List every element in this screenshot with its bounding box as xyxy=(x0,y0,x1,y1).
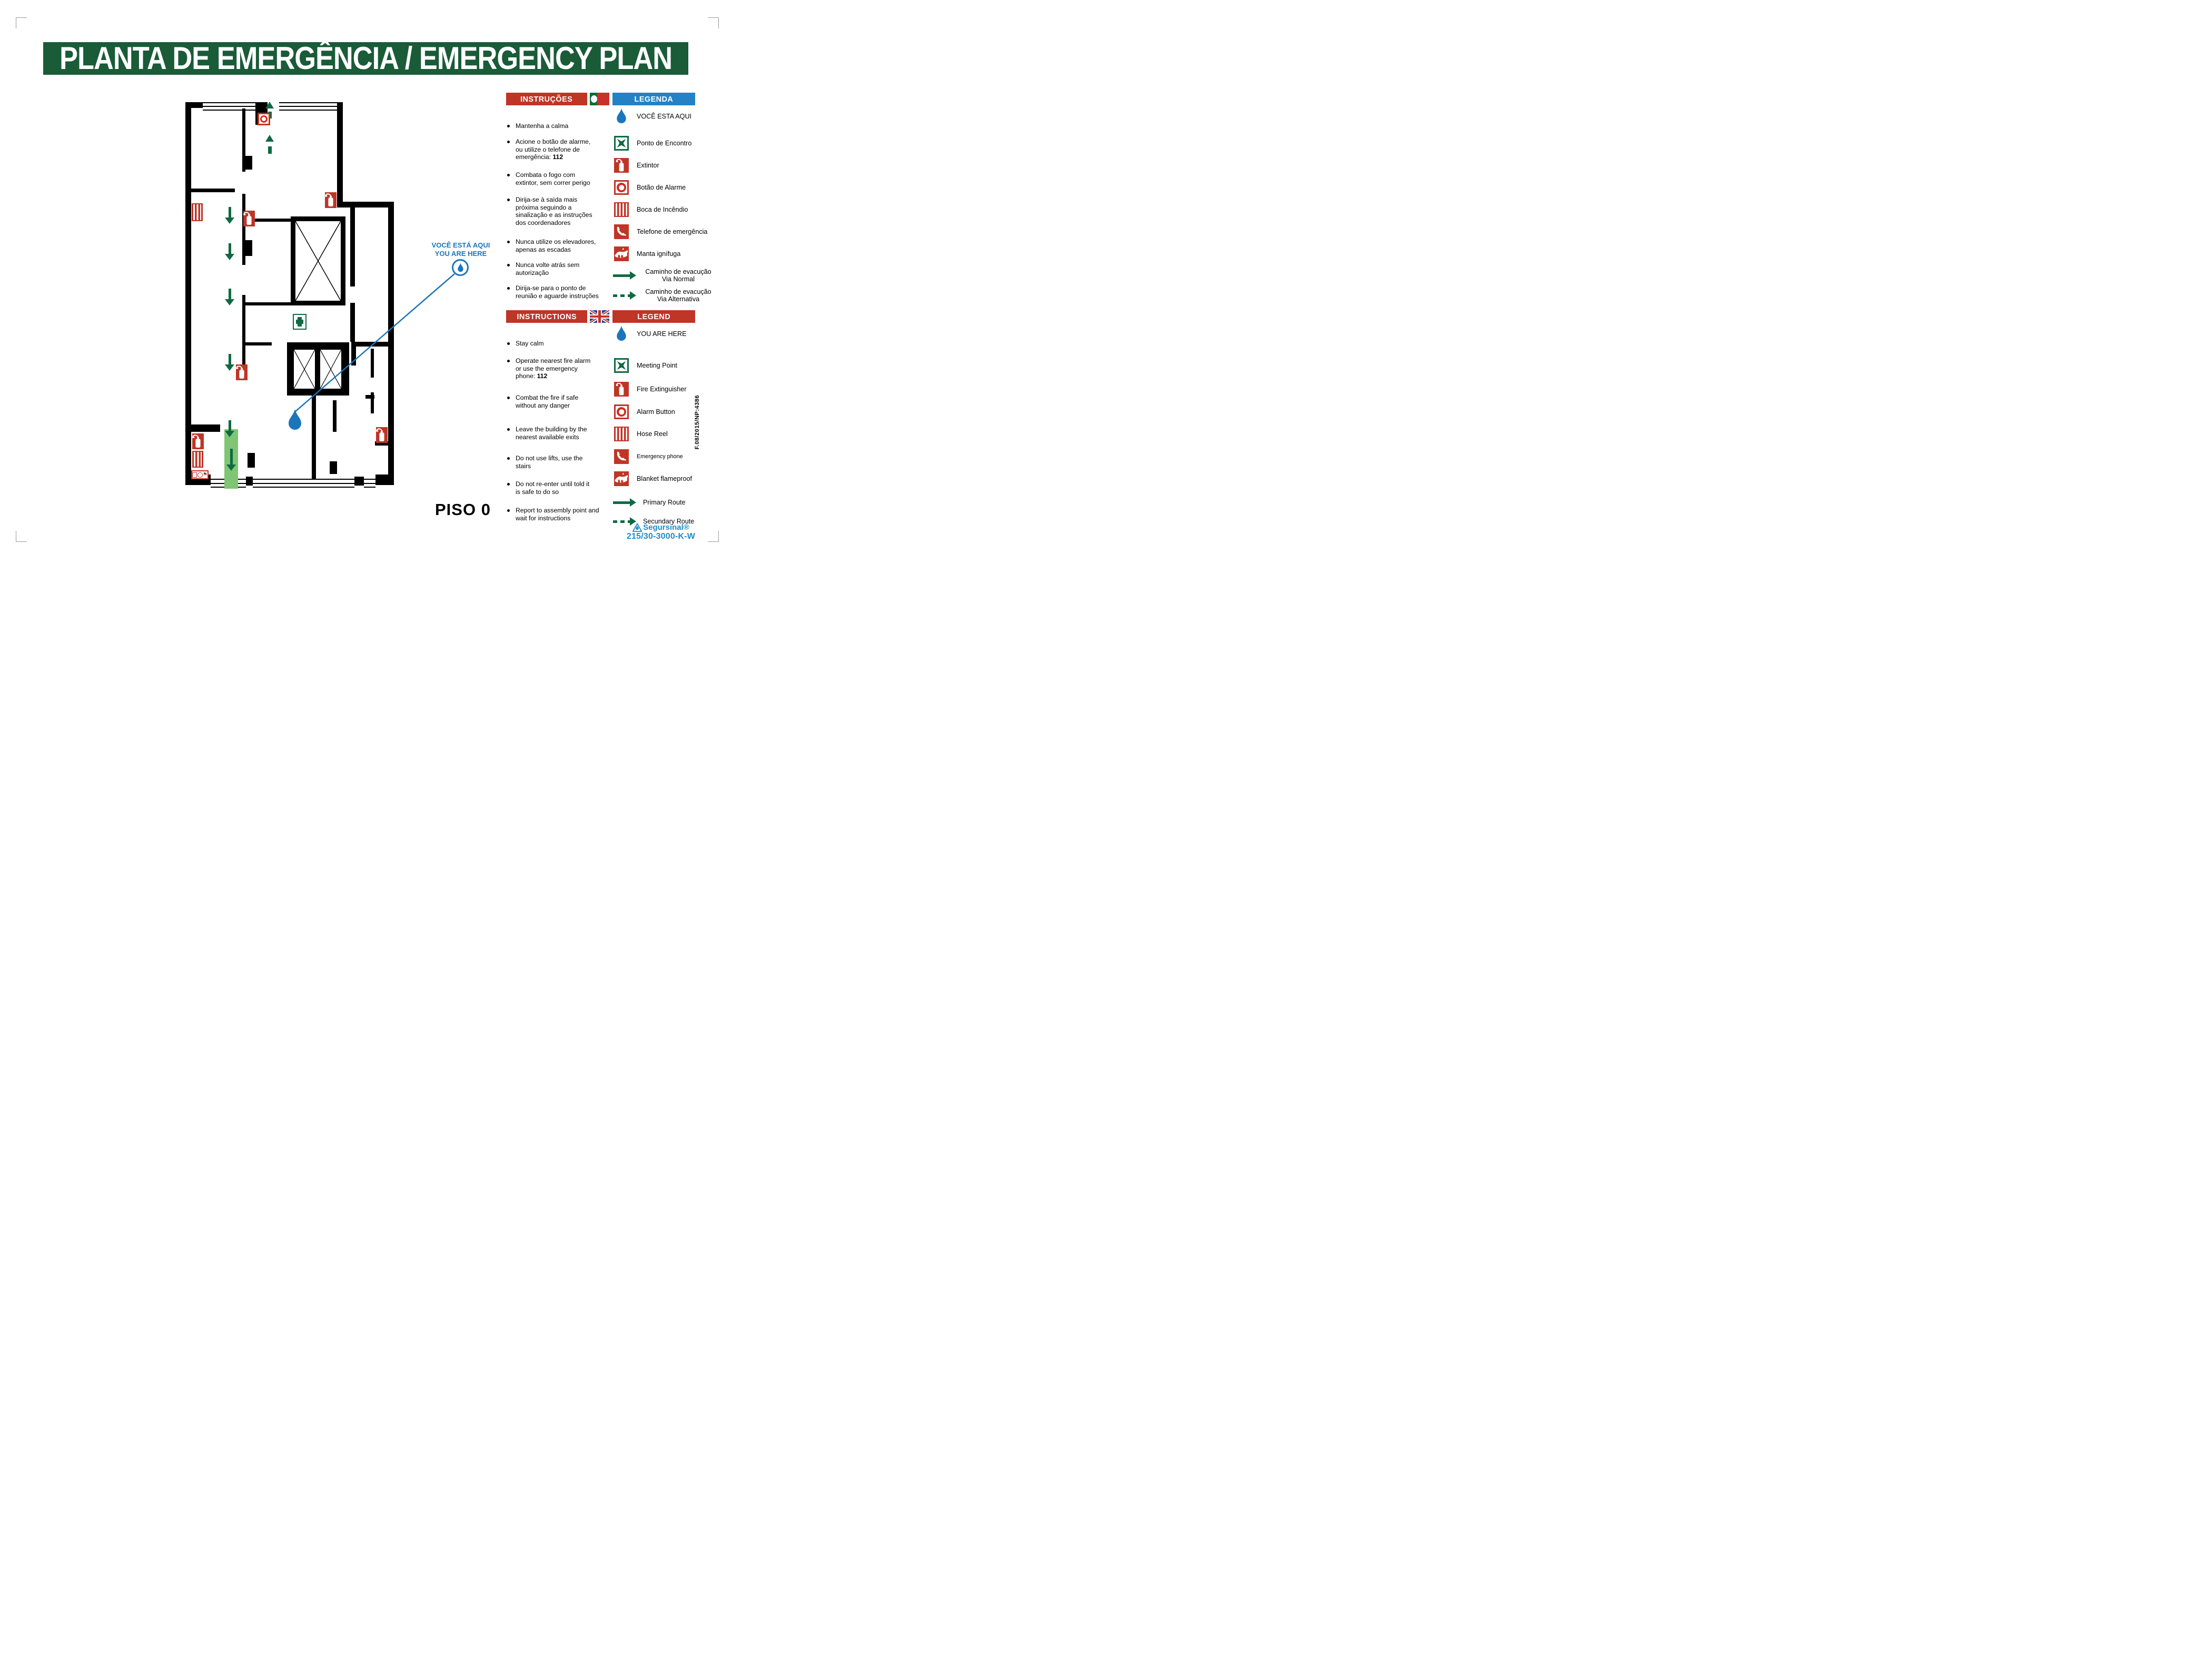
meeting-point-icon xyxy=(612,136,630,151)
alarm-button-icon xyxy=(612,180,630,195)
window-segment xyxy=(279,102,337,111)
door-leaf xyxy=(245,156,252,170)
first-aid-icon xyxy=(293,314,306,330)
fire-extinguisher-icon xyxy=(612,382,630,397)
wall-segment xyxy=(375,475,394,485)
legend-row: Telefone de emergência xyxy=(612,223,707,240)
alarm-button-icon xyxy=(258,113,270,125)
legend-row: VOCÊ ESTA AQUI xyxy=(612,107,691,126)
legend-row: Secundary Route xyxy=(612,515,694,528)
instruction-item: Report to assembly point and wait for instructions xyxy=(516,507,616,522)
drop-icon xyxy=(457,263,464,273)
fire-extinguisher-icon xyxy=(243,211,255,226)
page-title: PLANTA DE EMERGÊNCIA / EMERGENCY PLAN xyxy=(59,41,673,76)
door-leaf xyxy=(330,461,337,474)
emergency-phone-icon xyxy=(612,449,630,464)
legend-row: Primary Route xyxy=(612,496,685,509)
crop-mark xyxy=(16,531,27,542)
fire-extinguisher-icon xyxy=(612,158,630,173)
secondary-route-dash xyxy=(268,146,272,154)
wall-segment xyxy=(337,102,343,207)
legend-row: Blanket flameproof xyxy=(612,470,692,487)
fire-extinguisher-icon xyxy=(236,364,248,380)
bullet-dot xyxy=(507,342,510,345)
bullet-dot xyxy=(507,199,510,201)
primary-route-arrow-icon xyxy=(612,498,637,507)
bullet-dot xyxy=(507,428,510,431)
wall-segment xyxy=(312,396,316,479)
alarm-button-icon xyxy=(612,404,630,419)
legend-row: Emergency phone xyxy=(612,448,683,465)
lift-x-icon xyxy=(320,350,341,389)
instruction-item: Nunca utilize os elevadores, apenas as escadas xyxy=(516,238,616,253)
wall-segment xyxy=(185,102,203,108)
secondary-route-arrow xyxy=(265,102,274,108)
primary-route-arrow xyxy=(225,354,234,371)
wall-segment xyxy=(337,202,394,207)
primary-route-arrow-icon xyxy=(612,271,637,280)
lift-x-icon xyxy=(294,350,315,389)
legend-row: Botão de Alarme xyxy=(612,179,686,196)
en-legend-header: LEGEND xyxy=(612,310,695,323)
bullet-dot xyxy=(507,457,510,460)
primary-route-arrow xyxy=(225,289,234,305)
bullet-dot xyxy=(507,125,510,127)
legend-row: Fire Extinguisher xyxy=(612,381,687,398)
stairwell-box xyxy=(291,216,345,305)
instruction-item: Dirija-se para o ponto de reunião e aguarde instruções xyxy=(516,284,616,300)
hose-reel-icon xyxy=(612,202,630,217)
bullet-dot xyxy=(507,397,510,399)
hose-reel-icon xyxy=(612,427,630,441)
bullet-dot xyxy=(507,483,510,486)
signal-panel-icon: ⚑ xyxy=(191,470,209,479)
fire-extinguisher-icon xyxy=(376,427,388,443)
wall-segment xyxy=(242,295,245,374)
legend-row: Boca de Incêndio xyxy=(612,201,688,218)
legend-row: Hose Reel xyxy=(612,426,668,442)
door-leaf xyxy=(245,240,252,256)
title-banner xyxy=(43,42,688,75)
pt-instructions-header: INSTRUÇÕES xyxy=(506,93,587,105)
bullet-dot xyxy=(507,509,510,512)
window-segment xyxy=(364,479,375,488)
legend-row: Meeting Point xyxy=(612,357,677,374)
instruction-item: Combata o fogo com extintor, sem correr perigo xyxy=(516,171,616,186)
emergency-plan-poster xyxy=(0,0,735,560)
wall-segment xyxy=(246,477,253,486)
legend-row: YOU ARE HERE xyxy=(612,324,686,343)
primary-route-arrow xyxy=(225,243,234,260)
instruction-item: Nunca volte atrás sem autorização xyxy=(516,261,616,276)
legend-row: Caminho de evacução Via Normal xyxy=(612,267,718,284)
en-instructions-header: INSTRUCTIONS xyxy=(506,310,587,323)
wall-segment xyxy=(351,342,394,347)
form-code: F.08/2015/NP:4386 xyxy=(694,395,700,450)
legend-row: Ponto de Encontro xyxy=(612,135,691,152)
wall-segment xyxy=(185,102,191,485)
instruction-item: Stay calm xyxy=(516,340,616,348)
fire-extinguisher-icon xyxy=(192,433,204,449)
pt-legend-header: LEGENDA xyxy=(612,93,695,105)
bullet-dot xyxy=(507,264,510,266)
instruction-item: Do not use lifts, use the stairs xyxy=(516,454,616,470)
hose-reel-icon xyxy=(192,451,203,468)
lift-box xyxy=(319,349,342,390)
instruction-item: Dirija-se à saìda mais próxima seguindo a sinalização e as instruções dos coordenadores xyxy=(516,196,616,226)
crop-mark xyxy=(708,17,719,28)
crop-mark xyxy=(708,531,719,542)
you-are-here-drop-icon xyxy=(612,325,630,342)
exit-strip-arrow xyxy=(226,449,236,471)
window-segment xyxy=(238,479,246,488)
wall-segment xyxy=(371,349,374,378)
brand-name: Segursinal® xyxy=(643,523,689,532)
hose-reel-icon xyxy=(192,203,203,221)
bullet-dot xyxy=(507,287,510,290)
instruction-item: Do not re-enter until told it is safe to do so xyxy=(516,480,616,496)
callout-line-en: YOU ARE HERE xyxy=(434,250,487,258)
wall-segment xyxy=(245,302,291,305)
wall-segment xyxy=(350,303,355,342)
fire-extinguisher-icon xyxy=(325,192,337,208)
wall-segment xyxy=(333,400,337,432)
door-leaf xyxy=(248,453,255,468)
window-segment xyxy=(253,479,354,488)
instruction-item: Mantenha a calma xyxy=(516,122,616,130)
wall-segment xyxy=(191,189,235,192)
legend-row: Caminho de evacução Via Alternativa xyxy=(612,287,718,304)
bullet-dot xyxy=(507,174,510,176)
legend-row: Manta ignífuga xyxy=(612,245,680,262)
brand-block xyxy=(621,523,700,541)
wall-segment xyxy=(351,347,356,365)
lift-box xyxy=(293,349,316,390)
segursinal-logo-icon xyxy=(632,523,642,532)
portugal-flag-icon xyxy=(590,93,609,105)
primary-route-arrow xyxy=(225,420,234,437)
you-are-here-marker xyxy=(452,259,469,276)
wall-segment xyxy=(350,207,355,286)
crop-mark xyxy=(16,17,27,28)
wall-segment xyxy=(191,424,220,432)
wall-segment xyxy=(245,342,272,345)
wall-segment xyxy=(354,477,364,486)
secondary-route-arrow-icon xyxy=(612,291,637,300)
window-segment xyxy=(211,479,224,488)
stairwell-x-icon xyxy=(295,221,341,301)
instruction-item: Acione o botão de alarme, ou utilize o telefone de emergência: 112 xyxy=(516,138,616,161)
bullet-dot xyxy=(507,360,510,362)
bullet-dot xyxy=(507,141,510,143)
uk-flag-icon xyxy=(590,310,609,323)
door-leaf xyxy=(365,395,374,399)
fire-blanket-icon xyxy=(612,471,630,486)
instruction-item: Leave the building by the nearest available exits xyxy=(516,426,616,441)
bullet-dot xyxy=(507,241,510,243)
instruction-item: Operate nearest fire alarm or use the emergency phone: 112 xyxy=(516,357,616,380)
you-are-here-drop-icon xyxy=(287,409,303,432)
legend-row: Extintor xyxy=(612,157,659,174)
emergency-phone-icon xyxy=(612,224,630,239)
brand-model: 215/30-3000-K-W xyxy=(626,532,696,541)
floor-label: PISO 0 xyxy=(435,500,491,519)
fire-blanket-icon xyxy=(612,246,630,261)
callout-line-pt: VOCÊ ESTÁ AQUI xyxy=(431,241,490,249)
legend-row: Alarm Button xyxy=(612,403,675,420)
you-are-here-callout xyxy=(411,241,511,258)
meeting-point-icon xyxy=(612,358,630,373)
secondary-route-arrow xyxy=(265,135,274,142)
instruction-item: Combat the fire if safe without any danger xyxy=(516,394,616,409)
primary-route-arrow xyxy=(225,207,234,224)
you-are-here-drop-icon xyxy=(612,108,630,125)
window-segment xyxy=(203,102,255,111)
